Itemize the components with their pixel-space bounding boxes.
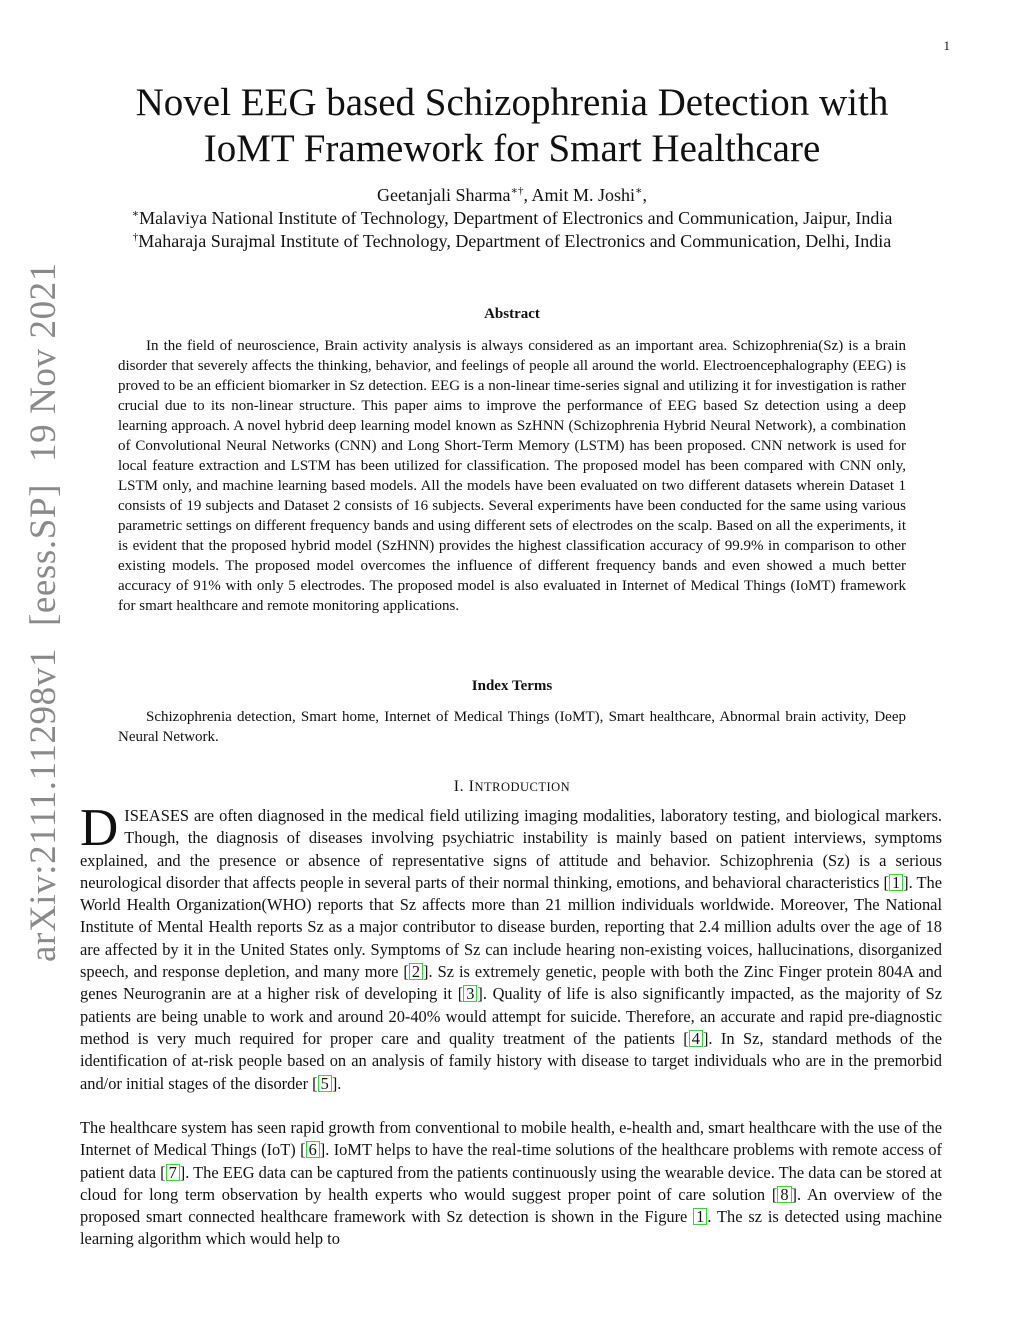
p2-text-0: The healthcare system has seen rapid growth from conventional to mobile health, e-health and, smart healthcare with the use of the Internet of Medical Things (IoT) [: [80, 1118, 942, 1160]
page-number: 1: [943, 38, 950, 53]
affiliation-2-mark: †: [132, 231, 139, 243]
citation-link-8[interactable]: 8: [777, 1186, 791, 1203]
intro-paragraph-1: [80, 799, 943, 1095]
arxiv-category: [eess.SP]: [23, 483, 64, 627]
index-terms-text: Schizophrenia detection, Smart home, Internet of Medical Things (IoMT), Smart healthcare, Abnormal brain activity, Deep Neural Network.: [118, 709, 906, 745]
arxiv-date: 19 Nov 2021: [23, 262, 64, 462]
section-numeral: I.: [453, 778, 469, 795]
p2-text-4: . The sz is detected using machine learning algorithm which would help to: [80, 1207, 943, 1249]
p2-text-3: ]. An overview of the proposed smart connected healthcare framework with Sz detection is shown in the Figure: [80, 1184, 942, 1227]
paper-title: [60, 80, 964, 172]
affiliation-1: [60, 207, 964, 230]
title-line-1: Novel EEG based Schizophrenia Detection with: [135, 81, 889, 124]
affiliation-1-text: Malaviya National Institute of Technology, Department of Electronics and Communication, Jaipur, India: [139, 208, 893, 228]
author-2-marks: ∗: [635, 185, 643, 197]
affiliation-2-text: Maharaja Surajmal Institute of Technology, Department of Electronics and Communication, Delhi, India: [138, 231, 892, 251]
author-trailing-comma: ,: [642, 185, 647, 205]
p2-text-1: ]. IoMT helps to have the real-time solutions of the healthcare problems with remote access of patient data [: [80, 1140, 942, 1182]
p1-text-5: ].: [331, 1073, 342, 1093]
p1-text-1: ]. The World Health Organization(WHO) reports that Sz affects more than 21 million individuals worldwide. Moreover, The National Institute of Mental Health reports Sz as a major contributor to disease burden, reporting that 2.4 million adults over the age of 18 are affected by it in the United States only. Symptoms of Sz can include hearing non-existing voices, hallucinations, disorganized speech, and response depletion, and many more [: [80, 872, 942, 982]
p1-text-0: ISEASES are often diagnosed in the medical field utilizing imaging modalities, laboratory testing, and biological markers. Though, the diagnosis of diseases involving psychiatric instability is mainly based on patient interviews, symptoms explained, and the presence or absence of representative signs of attitude and behavior. Schizophrenia (Sz) is a serious neurological disorder that affects people in several parts of their normal thinking, emotions, and behavioral characteristics [: [80, 806, 942, 892]
abstract-text: In the field of neuroscience, Brain activity analysis is always considered as an important area. Schizophrenia(Sz) is a brain disorder that severely affects the thinking, behavior, and feelings of people all around the world. Electroencephalography (EEG) is proved to be an efficient biomarker in Sz detection. EEG is a non-linear time-series signal and utilizing it for investigation is rather crucial due to its non-linear structure. This paper aims to improve the performance of EEG based Sz detection using a deep learning approach. A novel hybrid deep learning model known as SzHNN (Schizophrenia Hybrid Neural Network), a combination of Convolutional Neural Networks (CNN) and Long Short-Term Memory (LSTM) has been proposed. CNN network is used for local feature extraction and LSTM has been utilized for classification. The proposed model has been compared with CNN only, LSTM only, and machine learning based models. All the models have been evaluated on two different datasets wherein Dataset 1 consists of 19 subjects and Dataset 2 consists of 16 subjects. Several experiments have been conducted for the same using various parametric settings on different frequency bands and using different sets of electrodes on the scalp. Based on all the experiments, it is evident that the proposed hybrid model (SzHNN) provides the highest classification accuracy of 99.9% in comparison to other existing models. The proposed model overcomes the influence of different frequency bands and even showed a much better accuracy of 91% with only 5 electrodes. The proposed model is also evaluated in Internet of Medical Things (IoMT) framework for smart healthcare and remote monitoring applications.: [118, 338, 906, 614]
p2-text-2: ]. The EEG data can be captured from the patients continuously using the wearable device. The data can be stored at cloud for long term observation by health experts who would suggest proper point of care solution [: [80, 1162, 942, 1204]
arxiv-side-stamp: [22, 262, 65, 962]
author-1-name: Geetanjali Sharma: [377, 185, 511, 205]
author-block: [60, 184, 964, 253]
abstract-heading: Abstract: [484, 306, 540, 322]
p1-text-3: ]. Quality of life is also significantly impacted, as the majority of Sz patients are being unable to work and around 20-40% would attempt for suicide. Therefore, an accurate and rapid pre-diagnostic method is very much required for proper care and quality treatment of the patients [: [80, 984, 942, 1048]
affiliation-1-mark: ∗: [131, 208, 140, 220]
p1-text-4: ]. In Sz, standard methods of the identification of at-risk people based on an analysis of family history with disease to target individuals who are in the premorbid and/or initial stages of the disorder [: [80, 1028, 943, 1093]
figure-link-1[interactable]: 1: [693, 1208, 707, 1225]
author-names: [60, 184, 964, 207]
citation-link-1[interactable]: 1: [889, 874, 903, 891]
citation-link-7[interactable]: 7: [166, 1164, 180, 1181]
p1-text-2: ]. Sz is extremely genetic, people with both the Zinc Finger protein 804A and genes Neurogranin are at a higher risk of developing it [: [80, 962, 942, 1004]
author-2-name: Amit M. Joshi: [531, 185, 635, 205]
citation-link-5[interactable]: 5: [318, 1075, 332, 1092]
introduction-heading: [80, 778, 944, 796]
author-separator: ,: [523, 185, 528, 205]
intro-paragraph-2: [80, 1117, 942, 1251]
arxiv-id[interactable]: arXiv:2111.11298v1: [23, 648, 64, 962]
affiliation-2: [60, 230, 964, 253]
index-terms-heading: Index Terms: [471, 678, 553, 694]
heading-initial: I: [468, 778, 475, 795]
title-line-2: IoMT Framework for Smart Healthcare: [203, 127, 821, 170]
author-1-marks: ∗†: [510, 185, 524, 197]
citation-link-4[interactable]: 4: [689, 1030, 703, 1047]
drop-cap: D: [80, 799, 119, 857]
heading-smallcaps: NTRODUCTION: [474, 780, 571, 794]
citation-link-2[interactable]: 2: [409, 963, 423, 980]
citation-link-6[interactable]: 6: [306, 1141, 320, 1158]
citation-link-3[interactable]: 3: [463, 985, 477, 1002]
